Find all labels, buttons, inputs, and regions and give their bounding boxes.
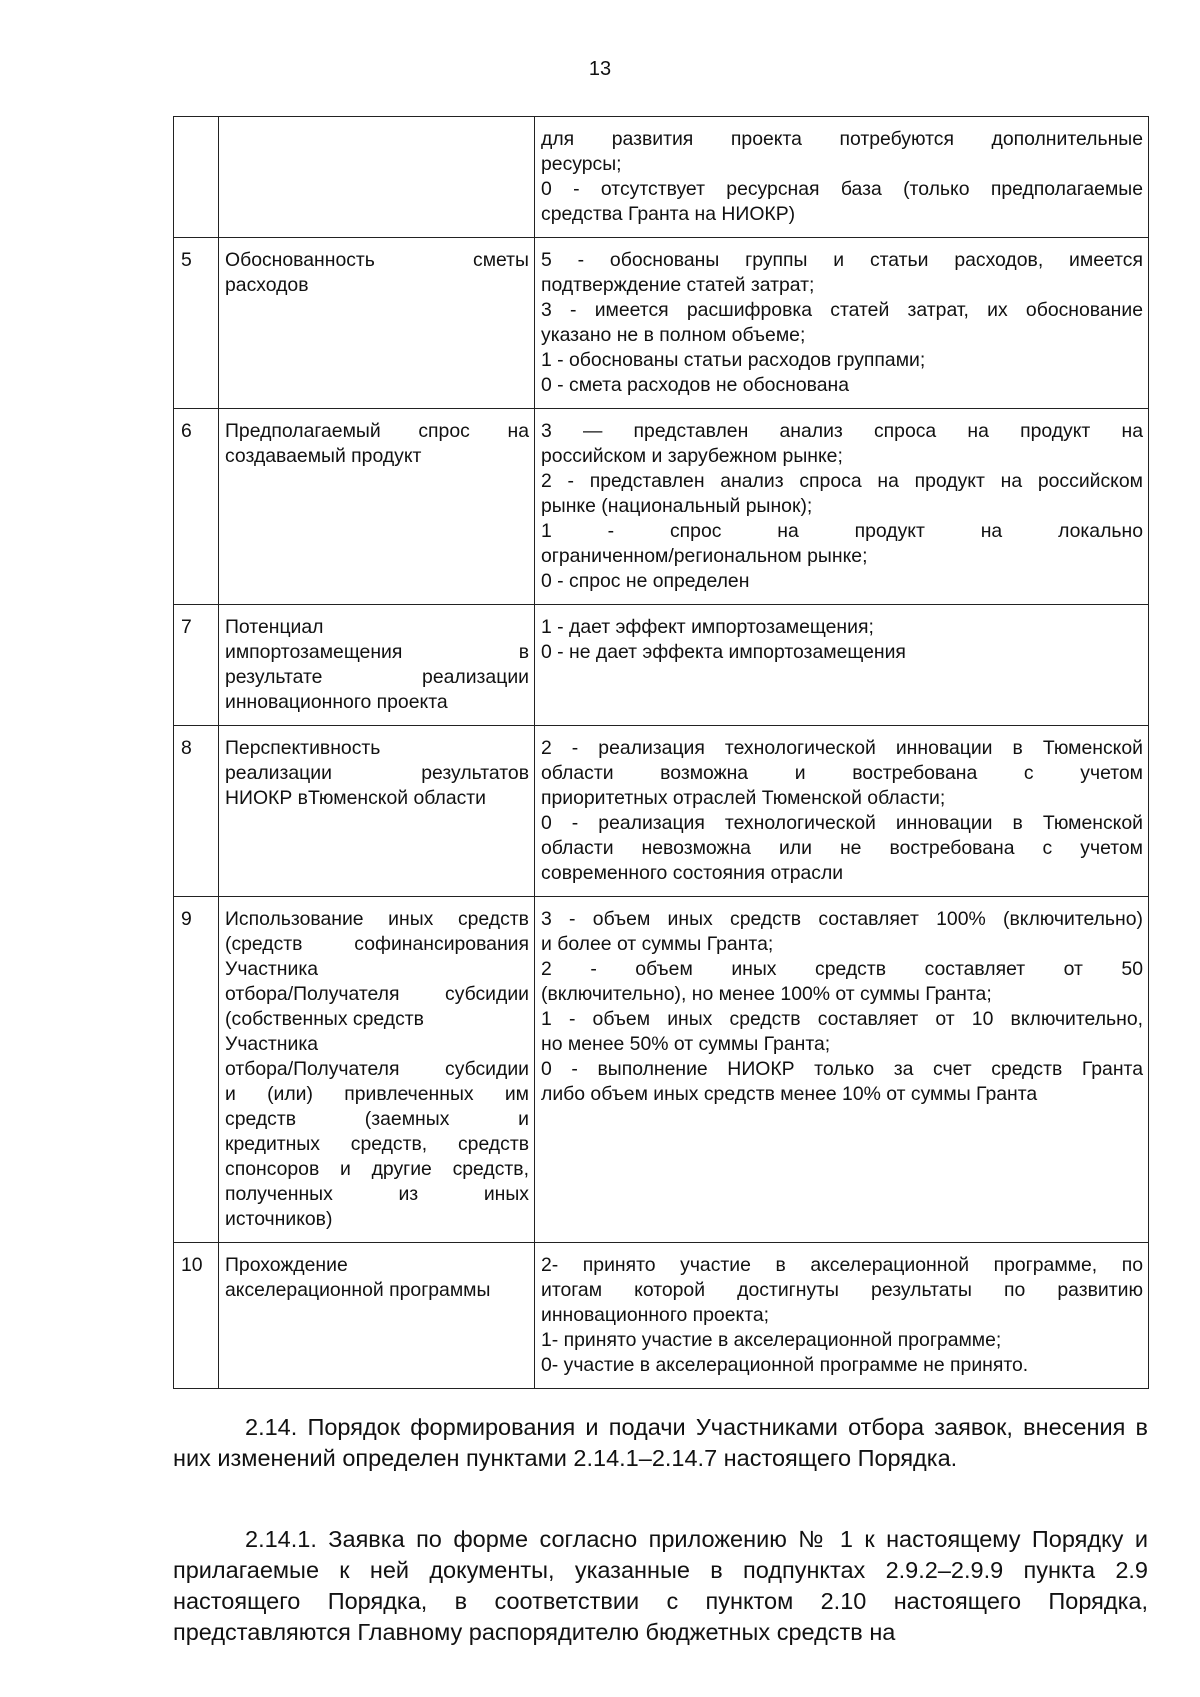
criterion-scoring-line: 0 - реализация технологической инновации в Тюменской (541, 812, 1143, 834)
criterion-scoring-line: инновационного проекта; (541, 1304, 770, 1326)
criterion-name (219, 409, 535, 605)
criterion-scoring-line: либо объем иных средств менее 10% от суммы Гранта (541, 1083, 1038, 1105)
criterion-number: 10 (174, 1243, 219, 1389)
criterion-scoring-line: для развития проекта потребуются дополнительные (541, 128, 1143, 150)
table-row (174, 1243, 1149, 1389)
criterion-name-line: Участника (225, 1033, 319, 1055)
criteria-table (173, 116, 1149, 1389)
criterion-scoring-line: области невозможна или не востребована с учетом (541, 837, 1143, 859)
criterion-name-line: полученных из иных (225, 1183, 529, 1205)
criterion-name-line: импортозамещения в (225, 641, 529, 663)
criterion-name-line: акселерационной программы (225, 1279, 491, 1301)
criterion-scoring-line: подтверждение статей затрат; (541, 274, 815, 296)
criterion-name-line: Участника (225, 958, 319, 980)
criterion-scoring-line: области возможна и востребована с учетом (541, 762, 1143, 784)
criterion-number: 8 (174, 726, 219, 897)
criterion-scoring-line: 2 - объем иных средств составляет от 50 (541, 958, 1143, 980)
criterion-name-line: спонсоров и другие средств, (225, 1158, 529, 1180)
criterion-scoring-line: и более от суммы Гранта; (541, 933, 774, 955)
criterion-scoring-line: 5 - обоснованы группы и статьи расходов, имеется (541, 249, 1143, 271)
table-row (174, 897, 1149, 1243)
criterion-number: 6 (174, 409, 219, 605)
criterion-scoring (535, 117, 1149, 238)
criterion-name (219, 605, 535, 726)
criterion-scoring (535, 1243, 1149, 1389)
table-row (174, 409, 1149, 605)
criterion-name-line: расходов (225, 274, 309, 296)
criterion-number: 9 (174, 897, 219, 1243)
criterion-name (219, 897, 535, 1243)
criterion-scoring-line: 2 - реализация технологической инновации в Тюменской (541, 737, 1143, 759)
criterion-name-line: кредитных средств, средств (225, 1133, 529, 1155)
criterion-scoring-line: 1 - спрос на продукт на локально (541, 520, 1143, 542)
criterion-name-line: Обоснованность сметы (225, 249, 529, 271)
criterion-name (219, 117, 535, 238)
criterion-scoring-line: 1 - объем иных средств составляет от 10 включительно, (541, 1008, 1143, 1030)
criterion-name-line: источников) (225, 1208, 333, 1230)
criterion-name-line: отбора/Получателя субсидии (225, 983, 529, 1005)
table-row (174, 117, 1149, 238)
table-row (174, 238, 1149, 409)
criteria-table-body (174, 117, 1149, 1389)
criterion-name-line: Перспективность (225, 737, 381, 759)
criterion-scoring-line: 0 - выполнение НИОКР только за счет средств Гранта (541, 1058, 1143, 1080)
criterion-name-line: создаваемый продукт (225, 445, 422, 467)
criterion-name (219, 238, 535, 409)
criterion-scoring (535, 726, 1149, 897)
table-row (174, 726, 1149, 897)
criterion-scoring (535, 238, 1149, 409)
criterion-scoring (535, 897, 1149, 1243)
criterion-name-line: инновационного проекта (225, 691, 448, 713)
paragraph-2-14-1-text: 2.14.1. Заявка по форме согласно приложению № 1 к настоящему Порядку и прилагаемые к ней документы, указанные в подпунктах 2.9.2–2.9.9 пункта 2.9 настоящего Порядка, в соответствии с пунктом 2.10 настоящего Порядка, представляются Главному распорядителю бюджетных средств на (173, 1526, 1148, 1645)
criterion-scoring-line: 2- принято участие в акселерационной программе, по (541, 1254, 1143, 1276)
page-number: 13 (588, 58, 612, 80)
criterion-name-line: (собственных средств (225, 1008, 424, 1030)
criterion-name-line: и (или) привлеченных им (225, 1083, 529, 1105)
criterion-number (174, 117, 219, 238)
criterion-scoring-line: 3 — представлен анализ спроса на продукт на (541, 420, 1143, 442)
criterion-scoring (535, 409, 1149, 605)
criterion-scoring-line: 0 - не дает эффекта импортозамещения (541, 641, 906, 663)
criterion-scoring-line: средства Гранта на НИОКР) (541, 203, 796, 225)
criterion-scoring-line: 3 - имеется расшифровка статей затрат, их обоснование (541, 299, 1143, 321)
criterion-scoring-line: ресурсы; (541, 153, 622, 175)
criterion-scoring-line: итогам которой достигнуты результаты по развитию (541, 1279, 1143, 1301)
criterion-scoring-line: указано не в полном объеме; (541, 324, 806, 346)
criterion-scoring-line: 0 - спрос не определен (541, 570, 750, 592)
criterion-scoring-line: (включительно), но менее 100% от суммы Гранта; (541, 983, 992, 1005)
criterion-scoring-line: 0 - отсутствует ресурсная база (только предполагаемые (541, 178, 1143, 200)
criterion-name-line: отбора/Получателя субсидии (225, 1058, 529, 1080)
criterion-scoring-line: 0- участие в акселерационной программе не принято. (541, 1354, 1029, 1376)
criterion-scoring-line: 3 - объем иных средств составляет 100% (включительно) (541, 908, 1143, 930)
criterion-name (219, 1243, 535, 1389)
criterion-name-line: результате реализации (225, 666, 529, 688)
criterion-scoring-line: 1- принято участие в акселерационной программе; (541, 1329, 1002, 1351)
criterion-name-line: Потенциал (225, 616, 324, 638)
criterion-name-line: НИОКР вТюменской области (225, 787, 487, 809)
criterion-name-line: Предполагаемый спрос на (225, 420, 529, 442)
criterion-scoring-line: 1 - дает эффект импортозамещения; (541, 616, 874, 638)
criterion-scoring-line: 0 - смета расходов не обоснована (541, 374, 850, 396)
paragraph-2-14-1 (173, 1524, 1148, 1648)
criterion-scoring-line: 2 - представлен анализ спроса на продукт на российском (541, 470, 1143, 492)
paragraph-2-14 (173, 1412, 1148, 1474)
criterion-name (219, 726, 535, 897)
criterion-name-line: реализации результатов (225, 762, 529, 784)
criterion-scoring-line: приоритетных отраслей Тюменской области; (541, 787, 946, 809)
table-row (174, 605, 1149, 726)
paragraph-2-14-text: 2.14. Порядок формирования и подачи Участниками отбора заявок, внесения в них изменений определен пунктами 2.14.1–2.14.7 настоящего Порядка. (173, 1414, 1148, 1471)
criterion-scoring-line: но менее 50% от суммы Гранта; (541, 1033, 831, 1055)
criterion-name-line: (средств софинансирования (225, 933, 529, 955)
criterion-scoring-line: ограниченном/региональном рынке; (541, 545, 868, 567)
criterion-scoring-line: российском и зарубежном рынке; (541, 445, 843, 467)
criterion-scoring-line: современного состояния отрасли (541, 862, 844, 884)
criterion-number: 7 (174, 605, 219, 726)
criterion-number: 5 (174, 238, 219, 409)
criterion-scoring-line: 1 - обоснованы статьи расходов группами; (541, 349, 926, 371)
criterion-scoring (535, 605, 1149, 726)
criterion-name-line: Прохождение (225, 1254, 348, 1276)
criterion-scoring-line: рынке (национальный рынок); (541, 495, 813, 517)
criterion-name-line: средств (заемных и (225, 1108, 529, 1130)
criterion-name-line: Использование иных средств (225, 908, 529, 930)
